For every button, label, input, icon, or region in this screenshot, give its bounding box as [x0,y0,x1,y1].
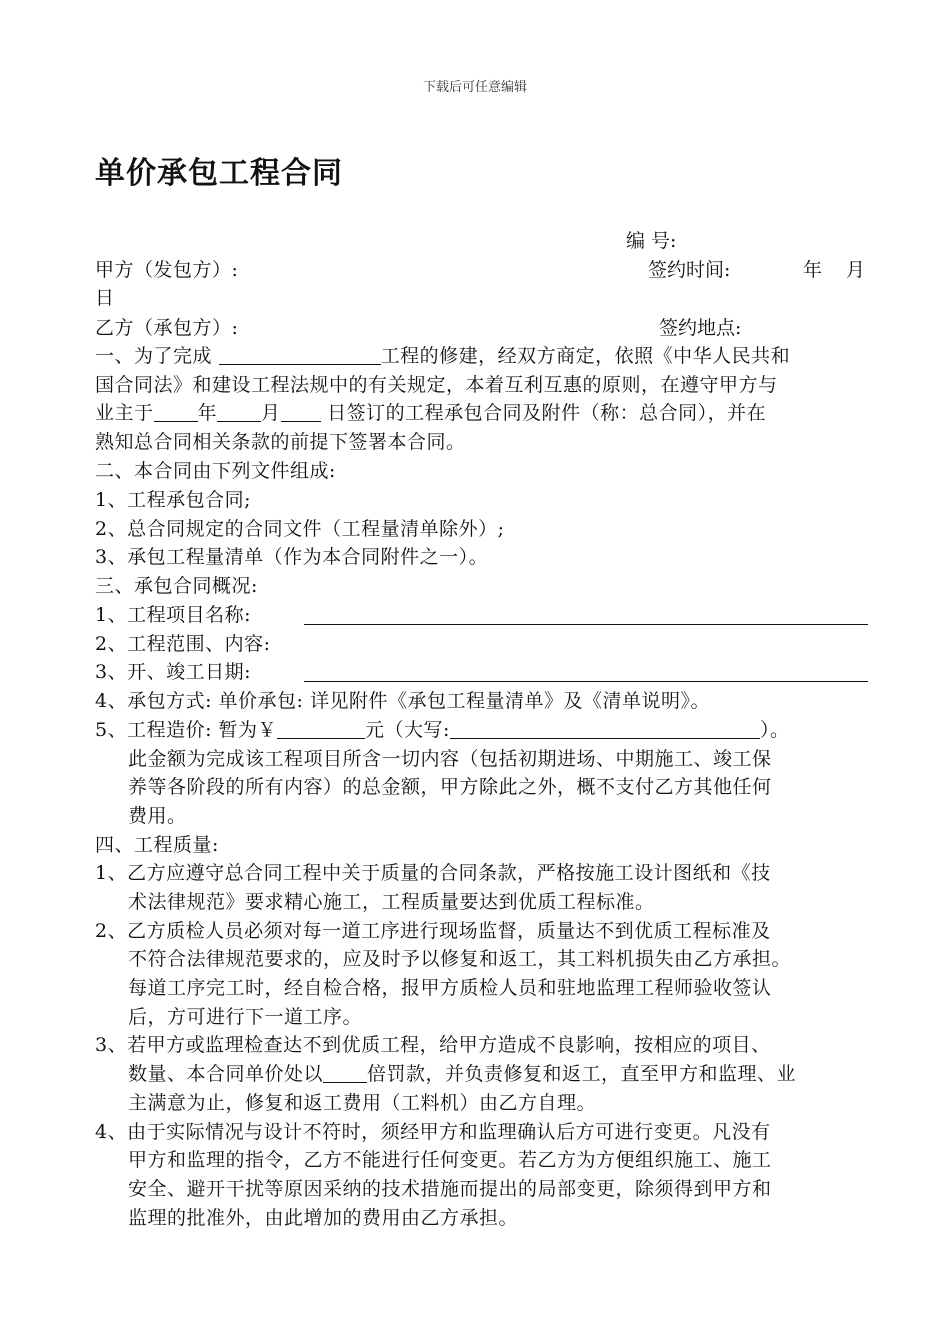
sign-time-month: 月 [846,259,866,281]
schedule-blank[interactable] [304,681,868,682]
section4-item2-line4: 后，方可进行下一道工序。 [128,1006,363,1028]
sign-time-day: 日 [95,287,115,309]
section3-item5-line2: 此金额为完成该工程项目所含一切内容（包括初期进场、中期施工、竣工保 [128,748,772,770]
sign-place-label: 签约地点: [659,317,742,339]
section3-text: 5、工程造价: 暂为￥ [95,719,278,741]
section3-item5-line4: 费用。 [128,805,187,827]
section3-text: 元（大写: [365,719,450,741]
price-words-blank[interactable] [450,720,760,739]
section1-line1 [95,343,790,369]
sign-day-blank[interactable] [281,403,321,422]
contract-number-label: 编 号: [626,230,677,252]
section1-text: 工程的修建，经双方商定，依照《中华人民共和 [380,345,791,367]
section3-item4: 4、承包方式: 单价承包: 详见附件《承包工程量清单》及《清单说明》。 [95,690,710,712]
section3-item2: 2、工程范围、内容: [95,633,271,655]
section4-item4-line1: 4、由于实际情况与设计不符时，须经甲方和监理确认后方可进行变更。凡没有 [95,1121,771,1143]
section1-line2: 国合同法》和建设工程法规中的有关规定，本着互利互惠的原则，在遵守甲方与 [95,374,778,396]
sign-year-blank[interactable] [154,403,198,422]
section1-text: 日签订的工程承包合同及附件（称：总合同），并在 [327,402,767,424]
section3-heading: 三、承包合同概况: [95,575,258,597]
section1-text: 月 [261,402,281,424]
section1-line3 [95,400,766,426]
section3-item3: 3、开、竣工日期: [95,661,251,683]
section4-item1-line1: 1、乙方应遵守总合同工程中关于质量的合同条款，严格按施工设计图纸和《技 [95,862,771,884]
section4-item4-line2: 甲方和监理的指令，乙方不能进行任何变更。若乙方为方便组织施工、施工 [128,1149,772,1171]
project-title-blank[interactable] [304,624,868,625]
section4-item4-line3: 安全、避开干扰等原因采纳的技术措施而提出的局部变更，除须得到甲方和 [128,1178,772,1200]
section4-heading: 四、工程质量: [95,834,219,856]
section4-item1-line2: 术法律规范》要求精心施工，工程质量要达到优质工程标准。 [128,891,655,913]
section4-item2-line1: 2、乙方质检人员必须对每一道工序进行现场监督，质量达不到优质工程标准及 [95,920,771,942]
section4-item3-line3: 主满意为止，修复和返工费用（工料机）由乙方自理。 [128,1092,597,1114]
section4-item2-line2: 不符合法律规范要求的，应及时予以修复和返工，其工料机损失由乙方承担。 [128,948,792,970]
section2-item2: 2、总合同规定的合同文件（工程量清单除外）; [95,518,505,540]
section3-item1: 1、工程项目名称: [95,604,251,626]
section2-item3: 3、承包工程量清单（作为本合同附件之一）。 [95,546,489,568]
sign-month-blank[interactable] [217,403,261,422]
section4-text: 倍罚款，并负责修复和返工，直至甲方和监理、业 [367,1063,797,1085]
sign-time-year: 年 [803,259,823,281]
header-note: 下载后可任意编辑 [422,80,527,95]
section1-text: 一、为了完成 [95,345,213,367]
section4-item3-line2 [128,1061,796,1087]
section4-text: 数量、本合同单价处以 [128,1063,324,1085]
page-title: 单价承包工程合同 [95,156,343,191]
party-a-label: 甲方（发包方）: [95,259,239,281]
project-name-blank[interactable] [219,346,381,365]
penalty-multiplier-blank[interactable] [323,1064,367,1083]
section3-item5 [95,717,789,743]
sign-time-label: 签约时间: [648,259,731,281]
section1-text: 年 [197,402,218,424]
section2-heading: 二、本合同由下列文件组成: [95,460,336,482]
section4-item3-line1: 3、若甲方或监理检查达不到优质工程，给甲方造成不良影响，按相应的项目、 [95,1034,771,1056]
section3-item5-line3: 养等各阶段的所有内容）的总金额，甲方除此之外，概不支付乙方其他任何 [128,776,772,798]
section4-item4-line4: 监理的批准外，由此增加的费用由乙方承担。 [128,1207,519,1229]
section2-item1: 1、工程承包合同; [95,489,251,511]
section4-item2-line3: 每道工序完工时，经自检合格，报甲方质检人员和驻地监理工程师验收签认 [128,977,772,999]
section1-text: 业主于 [95,402,154,424]
party-b-label: 乙方（承包方）: [95,317,239,339]
section1-line4: 熟知总合同相关条款的前提下签署本合同。 [95,431,466,453]
price-figures-blank[interactable] [277,720,365,739]
section3-text: ）。 [759,719,790,741]
